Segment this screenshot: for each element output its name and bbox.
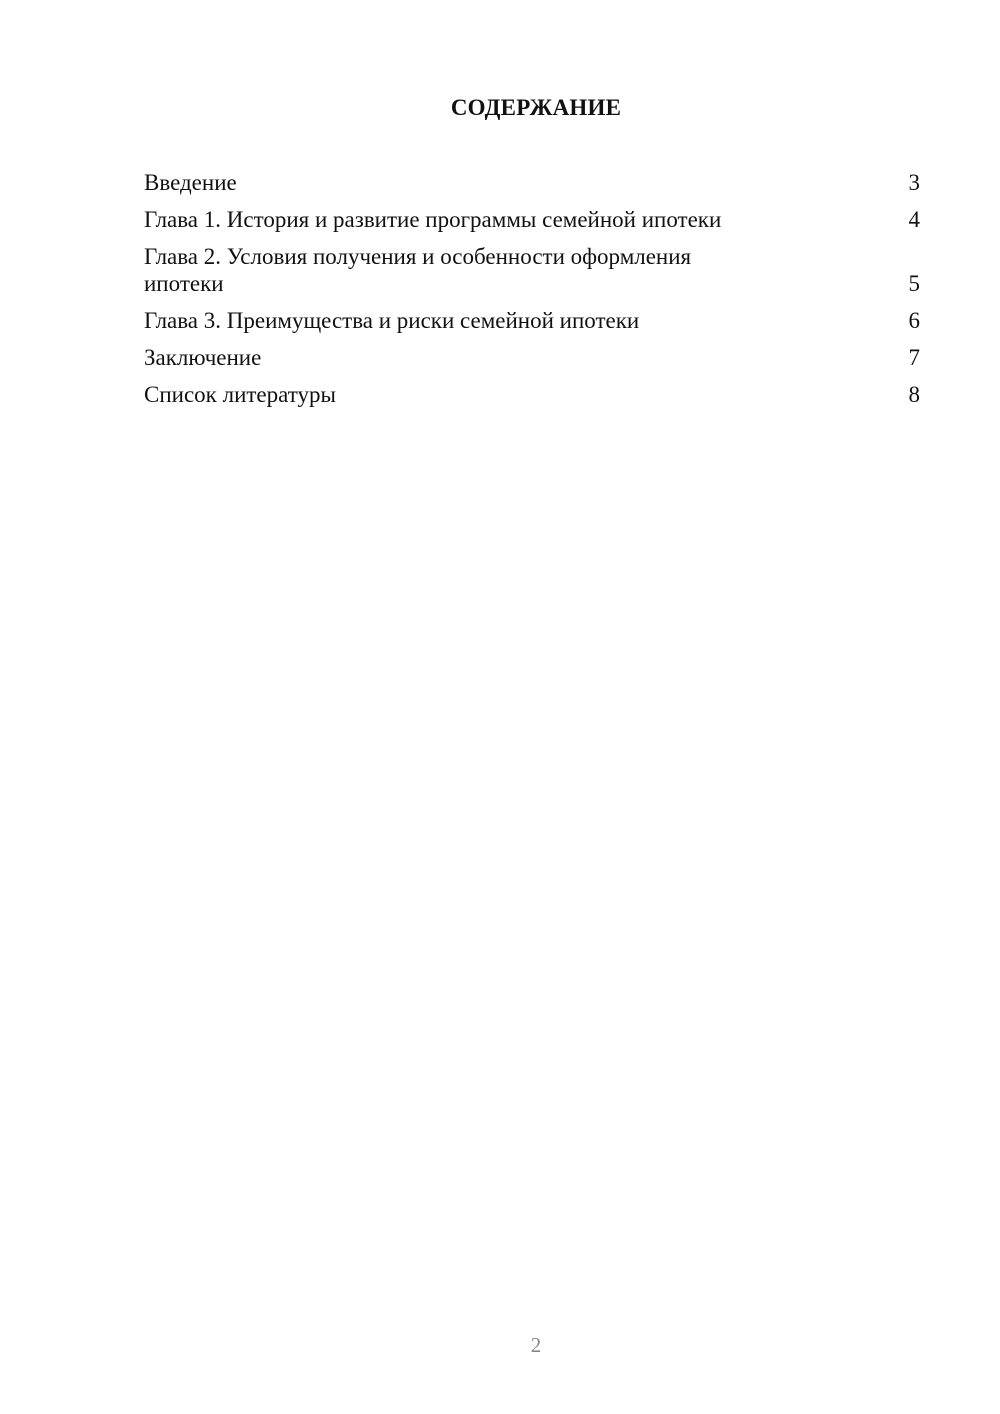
toc-entry-page: 4 — [908, 207, 920, 232]
table-of-contents — [144, 169, 920, 418]
toc-entry-page: 5 — [908, 271, 920, 296]
toc-entry-page: 8 — [908, 382, 920, 407]
toc-entry — [144, 206, 920, 233]
page-number: 2 — [530, 1333, 542, 1357]
toc-entry — [144, 169, 920, 196]
toc-entry — [144, 344, 920, 371]
toc-entry-title: Заключение — [144, 345, 262, 370]
toc-entry-title: Введение — [144, 170, 237, 195]
toc-entry-title: Список литературы — [144, 382, 336, 407]
toc-entry-title: Глава 2. Условия получения и особенности оформления ипотеки — [144, 244, 692, 296]
page-title: СОДЕРЖАНИЕ — [450, 95, 622, 120]
toc-entry — [144, 381, 920, 408]
toc-entry — [144, 307, 920, 334]
toc-entry-title: Глава 1. История и развитие программы семейной ипотеки — [144, 207, 722, 232]
toc-entry-title: Глава 3. Преимущества и риски семейной ипотеки — [144, 308, 640, 333]
toc-entry-page: 3 — [908, 170, 920, 195]
toc-entry-page: 7 — [908, 345, 920, 370]
toc-entry-page: 6 — [908, 308, 920, 333]
toc-entry — [144, 243, 920, 297]
